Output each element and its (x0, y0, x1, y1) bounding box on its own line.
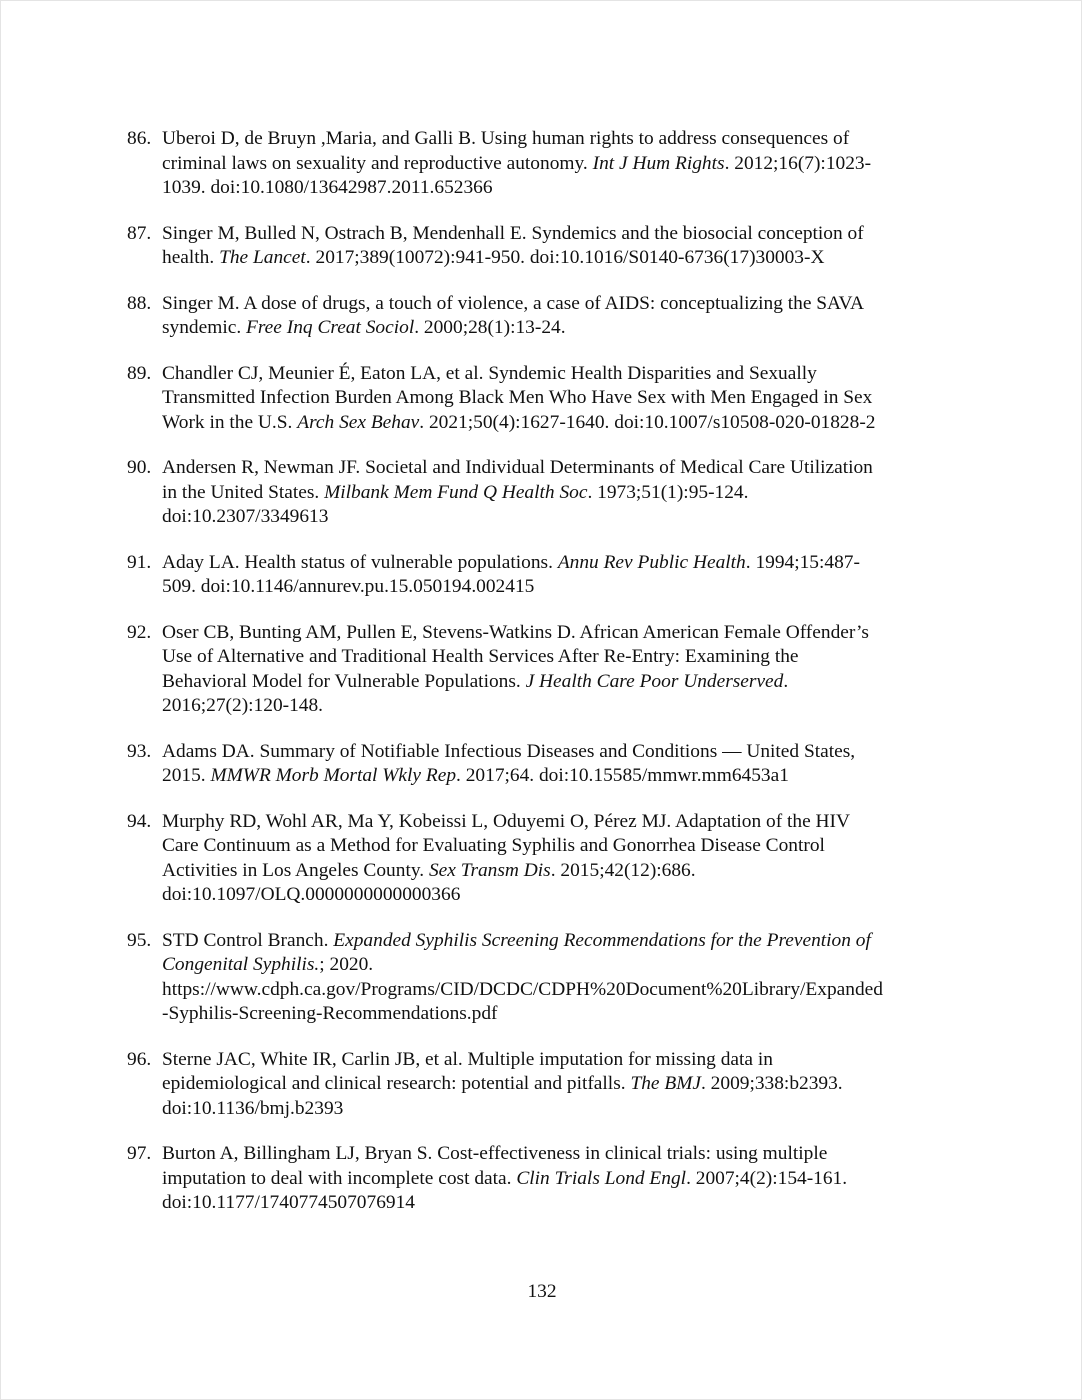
reference-segment: Murphy RD, Wohl AR, Ma Y, Kobeissi L, Oduyemi O, Pérez MJ. Adaptation of the HIV Care Continuum as a Method for Evaluating Syphilis and Gonorrhea Disease Control Activities in Los Angeles County. (162, 810, 851, 881)
reference-segment: STD Control Branch. (162, 929, 334, 951)
reference-segment: . 2000;28(1):13-24. (414, 317, 566, 338)
reference-segment: Chandler CJ, Meunier É, Eaton LA, et al. Syndemic Health Disparities and Sexually Transmitted Infection Burden Among Black Men Who Have Sex with Men Engaged in Sex Work in the U.S. (162, 362, 873, 433)
reference-number: 94. (127, 810, 152, 832)
reference-segment: ; 2020. https://www.cdph.ca.gov/Programs/CID/DCDC/CDPH%20Document%20Library/Expanded -Syphilis-Screening-Recommendations.pdf (162, 954, 883, 1024)
reference-segment: . 2015;42(12):686. doi:10.1097/OLQ.0000000000000366 (162, 859, 696, 905)
reference-text (162, 1048, 957, 1122)
reference-text (162, 810, 957, 908)
journal-title: Clin Trials Lond Engl (516, 1167, 687, 1189)
reference-segment: . 2017;64. doi:10.15585/mmwr.mm6453a1 (456, 765, 789, 786)
journal-title: Expanded Syphilis Screening Recommendations for the Prevention of Congenital Syphilis. (162, 929, 871, 975)
reference-number: 97. (127, 1143, 152, 1164)
reference-number: 91. (127, 551, 152, 573)
journal-title: Sex Transm Dis (428, 859, 551, 881)
reference-item (127, 929, 957, 1027)
reference-segment: . 2012;16(7):1023- 1039. doi:10.1080/13642987.2011.652366 (162, 152, 872, 198)
reference-item (127, 362, 957, 436)
reference-segment: Oser CB, Bunting AM, Pullen E, Stevens-Watkins D. African American Female Offender’s Use of Alternative and Traditional Health Services After Re-Entry: Examining the Behavioral Model for Vulnerable Populations. (162, 621, 869, 692)
reference-number: 88. (127, 292, 152, 314)
reference-segment: Burton A, Billingham LJ, Bryan S. Cost-effectiveness in clinical trials: using multiple imputation to deal with incomplete cost data. (162, 1143, 828, 1189)
reference-number: 90. (127, 457, 152, 478)
reference-segment: . 2007;4(2):154-161. doi:10.1177/1740774507076914 (162, 1167, 848, 1213)
reference-text (162, 740, 957, 789)
reference-item (127, 1142, 957, 1216)
reference-number: 86. (127, 128, 152, 149)
reference-text (162, 127, 957, 201)
reference-list (127, 127, 957, 1237)
journal-title: The Lancet (219, 247, 306, 268)
reference-segment: Adams DA. Summary of Notifiable Infectious Diseases and Conditions — United States, 2015. (162, 740, 856, 786)
reference-segment: Singer M. A dose of drugs, a touch of violence, a case of AIDS: conceptualizing the SAVA syndemic. (162, 292, 865, 338)
journal-title: The BMJ (630, 1073, 701, 1094)
journal-title: Annu Rev Public Health (557, 551, 746, 573)
reference-number: 96. (127, 1048, 152, 1070)
reference-segment: Uberoi D, de Bruyn ,Maria, and Galli B. Using human rights to address consequences of criminal laws on sexuality and reproductive autonomy. (162, 128, 850, 174)
reference-segment: . 2009;338:b2393. doi:10.1136/bmj.b2393 (162, 1073, 843, 1119)
reference-segment: . 2021;50(4):1627-1640. doi:10.1007/s10508-020-01828-2 (419, 411, 876, 433)
reference-text (162, 621, 957, 719)
reference-number: 95. (127, 929, 152, 951)
reference-segment: . 1994;15:487- 509. doi:10.1146/annurev.pu.15.050194.002415 (162, 551, 860, 597)
reference-segment: Singer M, Bulled N, Ostrach B, Mendenhall E. Syndemics and the biosocial conception of health. (162, 222, 864, 268)
reference-segment: . 2016;27(2):120-148. (162, 670, 789, 716)
reference-number: 89. (127, 362, 152, 384)
reference-item (127, 621, 957, 719)
page-number: 132 (527, 1281, 557, 1302)
journal-title: Int J Hum Rights (592, 152, 725, 174)
reference-text (162, 1142, 957, 1216)
reference-text (162, 551, 957, 600)
journal-title: Arch Sex Behav (297, 411, 420, 433)
reference-item (127, 292, 957, 341)
reference-item (127, 222, 957, 271)
reference-text (162, 929, 957, 1027)
reference-item (127, 1048, 957, 1122)
reference-item (127, 810, 957, 908)
reference-text (162, 362, 957, 436)
journal-title: Milbank Mem Fund Q Health Soc (324, 481, 588, 503)
reference-item (127, 740, 957, 789)
journal-title: Free Inq Creat Sociol (246, 317, 415, 338)
reference-segment: Andersen R, Newman JF. Societal and Individual Determinants of Medical Care Utilization in the United States. (162, 457, 873, 503)
reference-text (162, 456, 957, 530)
reference-item (127, 551, 957, 600)
journal-title: MMWR Morb Mortal Wkly Rep (210, 765, 457, 786)
reference-number: 93. (127, 740, 152, 762)
reference-item (127, 127, 957, 201)
journal-title: J Health Care Poor Underserved (525, 670, 784, 692)
reference-segment: Sterne JAC, White IR, Carlin JB, et al. Multiple imputation for missing data in epidemiological and clinical research: potential and pitfalls. (162, 1048, 773, 1094)
reference-number: 92. (127, 621, 152, 643)
reference-segment: . 2017;389(10072):941-950. doi:10.1016/S0140-6736(17)30003-X (305, 247, 825, 268)
reference-segment: Aday LA. Health status of vulnerable populations. (162, 551, 558, 573)
reference-text (162, 222, 957, 271)
reference-text (162, 292, 957, 341)
reference-segment: . 1973;51(1):95-124. doi:10.2307/3349613 (162, 481, 749, 527)
reference-item (127, 456, 957, 530)
reference-number: 87. (127, 222, 152, 244)
